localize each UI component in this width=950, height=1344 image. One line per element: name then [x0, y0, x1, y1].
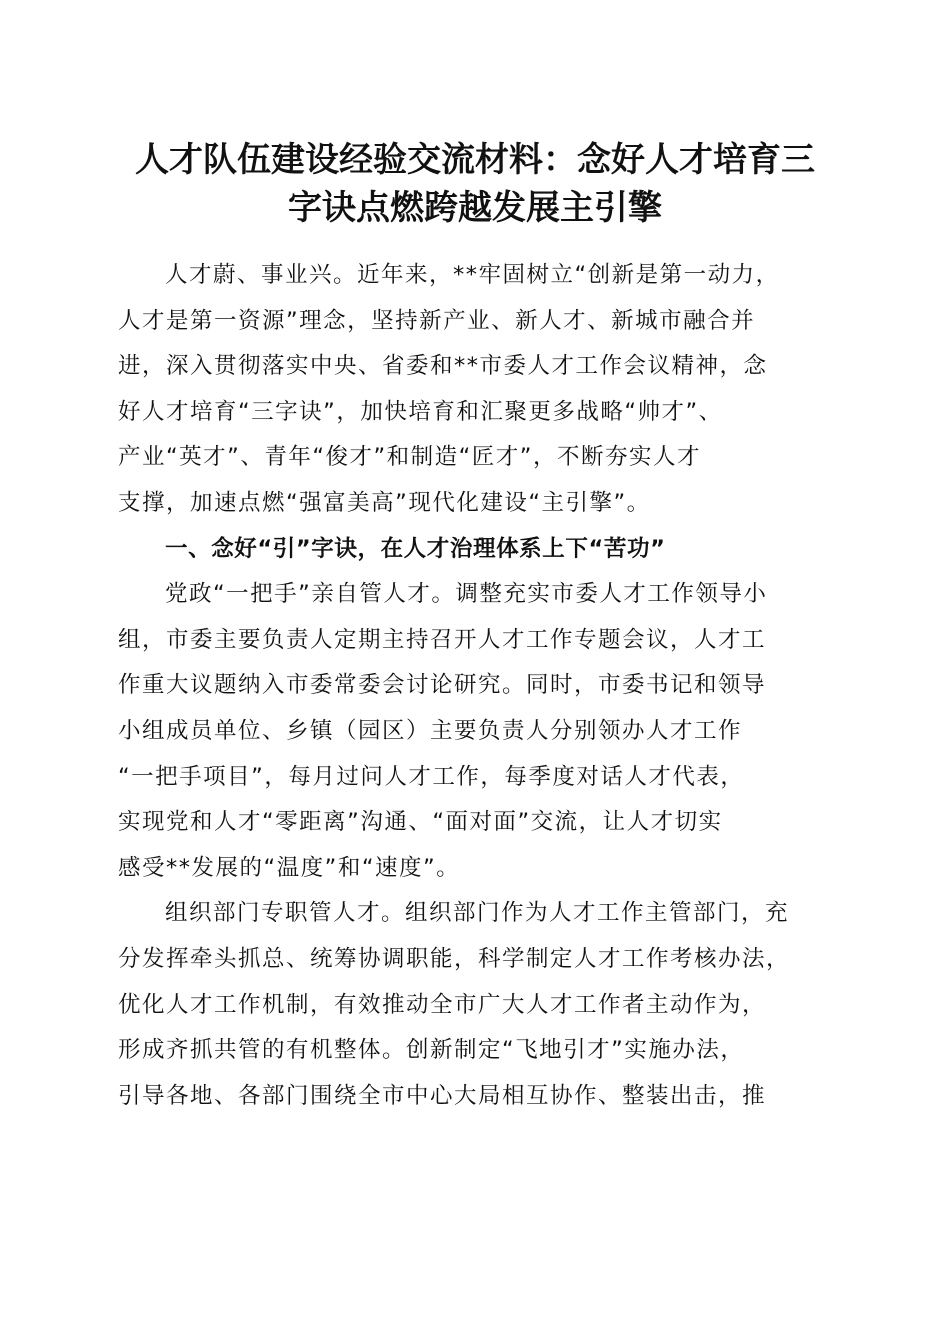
paragraph-line: 产业“英才”、青年“俊才”和制造“匠才”，不断夯实人才: [118, 444, 701, 471]
paragraph-line: 人才是第一资源”理念，坚持新产业、新人才、新城市融合并: [118, 307, 756, 334]
paragraph-line: 人才蔚、事业兴。近年来，**牢固树立“创新是第一动力，: [165, 262, 780, 288]
paragraph-line: 小组成员单位、乡镇（园区）主要负责人分别领办人才工作: [118, 717, 743, 744]
paragraph-line: 引导各地、各部门围绕全市中心大局相互协作、整装出击，推: [118, 1082, 767, 1109]
paragraph-line: 支撑，加速点燃“强富美高”现代化建设“主引擎”。: [118, 489, 651, 516]
paragraph-line: “一把手项目”，每月过问人才工作，每季度对话人才代表，: [118, 763, 745, 790]
paragraph-line: 作重大议题纳入市委常委会讨论研究。同时，市委书记和领导: [118, 672, 767, 699]
paragraph-intro: [118, 253, 833, 527]
title-line-2: 字诀点燃跨越发展主引擎: [288, 188, 662, 228]
section-heading-1: 一、念好“引”字诀，在人才治理体系上下“苦功”: [165, 535, 666, 562]
paragraph-line: 组织部门专职管人才。组织部门作为人才工作主管部门，充: [165, 900, 790, 927]
paragraph-line: 感受**发展的“温度”和“速度”。: [118, 854, 461, 881]
paragraph-line: 实现党和人才“零距离”沟通、“面对面”交流，让人才切实: [118, 809, 723, 836]
paragraph-line: 分发挥牵头抓总、统筹协调职能，科学制定人才工作考核办法，: [118, 945, 791, 972]
paragraph-line: 组，市委主要负责人定期主持召开人才工作专题会议，人才工: [118, 626, 767, 653]
paragraph-line: 党政“一把手”亲自管人才。调整充实市委人才工作领导小: [165, 581, 768, 608]
document-title: [100, 136, 850, 232]
paragraph-line: 好人才培育“三字诀”，加快培育和汇聚更多战略“帅才”、: [118, 398, 723, 425]
paragraph-line: 进，深入贯彻落实中央、省委和**市委人才工作会议精神，念: [118, 353, 768, 380]
title-line-1: 人才队伍建设经验交流材料：念好人才培育三: [135, 140, 815, 180]
paragraph-line: 形成齐抓共管的有机整体。创新制定“飞地引才”实施办法，: [118, 1037, 745, 1064]
document-body: [118, 253, 833, 1119]
paragraph-organization: [118, 891, 833, 1119]
paragraph-line: 优化人才工作机制，有效推动全市广大人才工作者主动作为，: [118, 991, 767, 1018]
paragraph-leadership: [118, 572, 833, 891]
